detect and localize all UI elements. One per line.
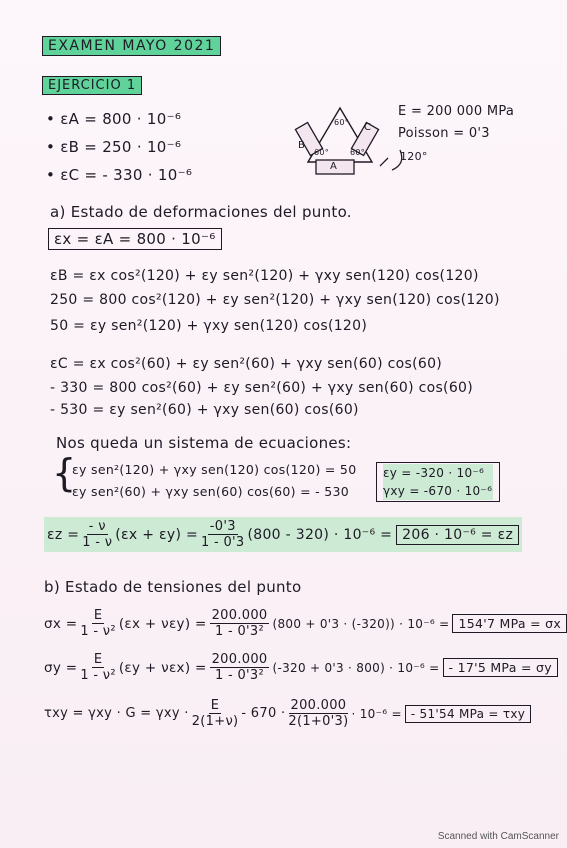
sy-f1-den: 1 - ν² <box>80 668 116 683</box>
txy-f2-num: 200.000 <box>290 698 347 713</box>
result-epsilon-y: εy = -320 · 10⁻⁶ <box>383 464 493 482</box>
ez-mid: (εx + εy) = <box>115 526 199 543</box>
eq-b-2: 250 = 800 cos²(120) + εy sen²(120) + γxy sen(120) cos(120) <box>50 292 500 308</box>
given-ec: • εC = - 330 · 10⁻⁶ <box>46 166 193 184</box>
poisson-ratio: Poisson = 0'3 <box>398 126 490 141</box>
angle-label-c: 60° <box>350 148 366 157</box>
sy-f2-num: 200.000 <box>211 652 268 667</box>
system-intro: Nos queda un sistema de ecuaciones: <box>56 434 352 452</box>
given-eb: • εB = 250 · 10⁻⁶ <box>46 138 182 156</box>
ez-f1-den: 1 - ν <box>82 535 113 550</box>
given-ea: • εA = 800 · 10⁻⁶ <box>46 110 182 128</box>
eq-b-1: εB = εx cos²(120) + εy sen²(120) + γxy sen(120) cos(120) <box>50 268 479 284</box>
txy-lhs: τxy = γxy · G = γxy · <box>44 706 189 721</box>
sy-mid: (εy + νεx) = <box>118 659 207 676</box>
sy-lhs: σy = <box>44 659 78 676</box>
eq-c-1: εC = εx cos²(60) + εy sen²(60) + γxy sen(60) cos(60) <box>50 356 443 372</box>
rosette-sketch <box>288 104 418 182</box>
txy-result: - 51'54 MPa = τxy <box>405 705 531 723</box>
exam-title: EXAMEN MAYO 2021 <box>42 36 221 56</box>
txy-f2-den: 2(1+0'3) <box>288 714 349 729</box>
sx-f1-den: 1 - ν² <box>80 624 116 639</box>
sx-result: 154'7 MPa = σx <box>452 614 567 633</box>
ez-f2-den: 1 - 0'3 <box>201 535 245 550</box>
txy-f1-num: E <box>210 698 220 713</box>
ez-fraction-1 <box>82 519 112 550</box>
boxed-epsilon-x: εx = εA = 800 · 10⁻⁶ <box>48 228 222 250</box>
sy-result: - 17'5 MPa = σy <box>443 658 558 677</box>
txy-fraction-2 <box>288 698 348 729</box>
ez-f2-num: -0'3 <box>209 519 236 534</box>
angle-label-b: 60° <box>334 118 350 127</box>
ez-tail: (800 - 320) · 10⁻⁶ = <box>247 526 393 543</box>
txy-f1-den: 2(1+ν) <box>191 714 239 729</box>
sy-fraction-2 <box>210 652 270 683</box>
sy-f2-den: 1 - 0'3² <box>215 668 265 683</box>
exercise-heading: EJERCICIO 1 <box>42 76 142 95</box>
sx-f2-den: 1 - 0'3² <box>215 624 265 639</box>
angle-120-label: 120° <box>400 150 428 163</box>
epsilon-z-equation <box>44 517 522 552</box>
eq-b-3: 50 = εy sen²(120) + γxy sen(120) cos(120) <box>50 318 368 334</box>
txy-fraction-1 <box>192 698 239 729</box>
gauge-b-label: B <box>298 140 306 151</box>
result-gamma-xy: γxy = -670 · 10⁻⁶ <box>383 484 493 498</box>
system-brace: { <box>52 451 77 495</box>
sigma-x-equation <box>44 608 567 639</box>
sx-f2-num: 200.000 <box>211 608 268 623</box>
ez-f1-num: - ν <box>88 519 106 534</box>
ez-lhs: εz = <box>47 526 80 543</box>
gauge-c-label: C <box>364 122 372 133</box>
sy-fraction-1 <box>80 652 116 683</box>
txy-mid: - 670 · <box>241 706 286 721</box>
sy-f1-num: E <box>93 652 103 667</box>
tau-xy-equation <box>44 698 531 729</box>
ez-fraction-2 <box>201 519 244 550</box>
part-b-heading: b) Estado de tensiones del punto <box>44 578 302 596</box>
txy-tail: · 10⁻⁶ = <box>351 706 402 721</box>
system-eq-1: εy sen²(120) + γxy sen(120) cos(120) = 50 <box>72 462 357 477</box>
sx-lhs: σx = <box>44 615 78 632</box>
system-eq-2: εy sen²(60) + γxy sen(60) cos(60) = - 530 <box>72 484 350 499</box>
system-result-box <box>376 462 500 502</box>
eq-c-3: - 530 = εy sen²(60) + γxy sen(60) cos(60) <box>50 402 359 418</box>
strain-rosette-diagram <box>288 104 428 182</box>
angle-label-a: 60° <box>314 148 330 157</box>
gauge-a-label: A <box>330 161 338 172</box>
eq-c-2: - 330 = 800 cos²(60) + εy sen²(60) + γxy sen(60) cos(60) <box>50 380 473 396</box>
sx-f1-num: E <box>93 608 103 623</box>
sigma-y-equation <box>44 652 558 683</box>
ez-result: 206 · 10⁻⁶ = εz <box>396 525 519 545</box>
sx-fraction-2 <box>210 608 270 639</box>
scanner-watermark: Scanned with CamScanner <box>437 831 559 842</box>
sy-tail: (-320 + 0'3 · 800) · 10⁻⁶ = <box>272 660 440 675</box>
sx-tail: (800 + 0'3 · (-320)) · 10⁻⁶ = <box>272 616 450 631</box>
sx-mid: (εx + νεy) = <box>118 615 207 632</box>
sx-fraction-1 <box>80 608 116 639</box>
part-a-heading: a) Estado de deformaciones del punto. <box>50 203 352 221</box>
modulus-e: E = 200 000 MPa <box>398 104 515 119</box>
